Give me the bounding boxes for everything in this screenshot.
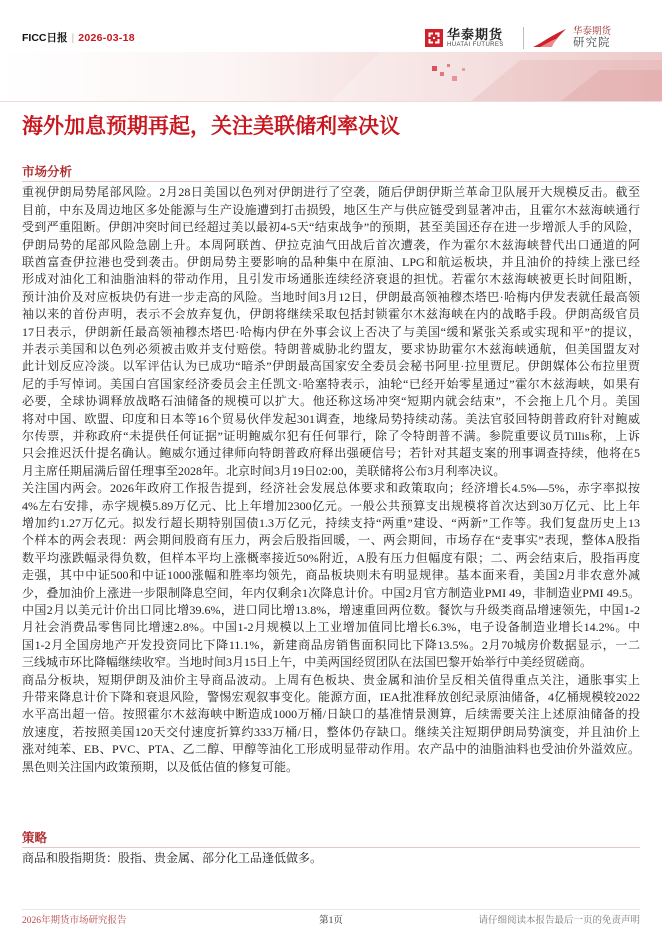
analysis-paragraph	[22, 184, 640, 480]
text-line: 重视伊朗局势尾部风险。2月28日美国以色列对伊朗进行了空袭，随后伊朗伊斯兰革命卫队展开大规模反击。截至	[22, 185, 640, 200]
text-line: 升带来降息计价下降和衰退风险，警惕宏观叙事变化。能源方面，IEA批准释放创纪录原油储备，4亿桶规模较2022	[22, 690, 640, 705]
text-line: 受到严重阻断。伊朗冲突时间已经超过美以最初4-5天“结束战争”的预期，甚至美国还存在进一步增派人手的风险，	[22, 220, 640, 235]
report-title: 海外加息预期再起，关注美联储利率决议	[22, 115, 400, 138]
footer-divider	[22, 909, 640, 910]
strategy-body	[22, 850, 640, 867]
text-line: 月主席任期届满后留任理事至2028年。北京时间3月19日02:00，美联储将公布3月利率决议。	[22, 463, 506, 478]
text-line: 放速度，若按照美国120天交付速度折算约333万桶/日，整体仍存缺口。继续关注短期伊朗局势演变，并且油价上	[22, 724, 640, 739]
text-line: 尔传票，并称政府“未提供任何证据”证明鲍威尔犯有任何罪行，除了令特朗普不满。参院重要议员Tillis称，上诉	[22, 428, 640, 443]
institute-name-line1: 华泰期货	[573, 26, 612, 37]
text-line: 并表示美国和以色列必须被击败并支付赔偿。特朗普威胁北约盟友，要求协助霍尔木兹海峡通航，但美国盟友对	[22, 341, 640, 356]
section-heading-strategy: 策略	[22, 831, 640, 848]
text-line: 中国2月以美元计价出口同比增39.6%，进口同比增13.8%，增速重回两位数。餐饮与升级类商品增速领先，中国1-2	[22, 603, 640, 618]
huatai-logo-icon	[425, 29, 443, 47]
text-line: 4%左右安排，赤字规模5.89万亿元、比上年增加2300亿元。一般公共预算支出规模将首次达到30万亿元、比上年	[22, 498, 640, 513]
analysis-paragraph	[22, 480, 640, 671]
text-line: 联酋富查伊拉港也受到袭击。伊朗局势主要影响的品种集中在原油、LPG和航运板块，并且油价的持续上涨已经	[22, 254, 640, 269]
text-line: 黑色则关注国内政策预期，以及低估值的修复可能。	[22, 759, 299, 774]
text-line: 商品和股指期货：股指、贵金属、部分化工品逢低做多。	[22, 851, 323, 865]
footer-report-name: 2026年期货市场研究报告	[22, 916, 127, 926]
text-line: 国1-2月全国房地产开发投资同比下降11.1%，新建商品房销售面积同比下降13.5%。2月70城房价数据显示，一二	[22, 637, 640, 652]
report-meta	[22, 31, 135, 45]
institute-name-line2: 研究院	[573, 37, 611, 49]
text-line: 走强，其中中证500和中证1000涨幅和胜率均领先，商品板块则未有明显规律。基本面来看，美国2月非农意外减	[22, 568, 640, 583]
text-line: 将对中国、欧盟、印度和日本等16个贸易伙伴发起301调查，地缘局势持续动荡。美法官驳回特朗普政府针对鲍威	[22, 411, 640, 426]
text-line: 水平高出超一倍。按照霍尔木兹海峡中断造成1000万桶/日缺口的基准情景测算，后续需要关注上述原油储备的投	[22, 707, 640, 722]
text-line: 个样本的两会表现：两会期间股商有压力，两会后股指回暖，一、两会期间，市场存在“麦事实”表现，整体A股指	[22, 533, 640, 548]
text-line: 少，叠加油价上涨进一步限制降息空间，年内仅剩余1次降息计价。中国2月官方制造业PMI 49，非制造业PMI 49.5。	[22, 585, 640, 600]
text-line: 必要，全球协调释放战略石油储备的规模可以扩大。他还称这场冲突“短期内就会结束”，不会拖上几个月。美国	[22, 394, 640, 409]
text-line: 三线城市环比降幅继续收窄。当地时间3月15日上午，中美两国经贸团队在法国巴黎开始举行中美经贸磋商。	[22, 655, 593, 670]
text-line: 月社会消费品零售同比增速2.8%。中国1-2月规模以上工业增加值同比增长6.3%，电子设备制造业增长14.2%。中	[22, 620, 640, 635]
text-line: 商品分板块，短期伊朗及油价主导商品波动。上周有色板块、贵金属和油价呈反相关值得重点关注，通胀事实上	[22, 672, 640, 687]
logo-divider	[523, 27, 524, 49]
footer-disclaimer: 请仔细阅读本报告最后一页的免责声明	[478, 916, 640, 926]
text-line: 形成对油化工和油脂油料的带动作用，且引发市场通胀连续经济衰退的担忧。若霍尔木兹海峡被更长时间阻断，	[22, 272, 640, 287]
text-line: 关注国内两会。2026年政府工作报告提到，经济社会发展总体要求和政策取向；经济增长4.5%—5%，赤字率拟按	[22, 481, 640, 496]
text-line: 增加约1.27万亿元。拟发行超长期特别国债1.3万亿元，持续支持“两重”建设、“两新”工作等。我们复盘历史上13	[22, 516, 640, 531]
text-line: 17日表示，伊朗新任最高领袖穆杰塔巴·哈梅内伊在外事会议上否决了与美国“缓和紧张关系或实现和平”的提议，	[22, 324, 640, 339]
section-heading-market-analysis: 市场分析	[22, 165, 640, 182]
report-date: 2026-03-18	[78, 32, 135, 44]
meta-separator: |	[71, 32, 75, 44]
header-banner	[0, 52, 662, 102]
huatai-futures-logo	[425, 27, 519, 49]
text-line: 此计划反应冷淡。以军评估认为已成功“暗杀”伊朗最高国家安全委员会秘书阿里·拉里贾尼。伊朗媒体公布拉里贾	[22, 359, 640, 374]
text-line: 袖以来的首份声明，表示不会放弃复仇，伊朗将继续采取包括封锁霍尔木兹海峡在内的战略手段。伊朗高级官员	[22, 307, 640, 322]
institute-logo-icon	[532, 27, 568, 49]
logo-name-en: HUATAI FUTURES	[447, 42, 504, 48]
page-number: 第1页	[319, 916, 343, 926]
research-institute-logo	[532, 26, 642, 50]
text-line: 数平均涨跌幅录得负数，但样本平均上涨概率接近50%附近，A股有压力但幅度有限；二、两会结束后，股指再度	[22, 550, 640, 565]
logo-name-cn: 华泰期货	[447, 27, 504, 42]
text-line: 预计油价及对应板块仍有进一步走高的风险。当地时间3月12日，伊朗最高领袖穆杰塔巴·哈梅内伊发表就任最高领	[22, 289, 640, 304]
report-type: FICC日报	[22, 32, 68, 44]
text-line: 目前，中东及周边地区多处能源与生产设施遭到打击损毁，地区生产与供应链受到显著冲击，且霍尔木兹海峡通行	[22, 202, 640, 217]
market-analysis-body	[22, 184, 640, 776]
text-line: 只会推迟沃什提名确认。鲍威尔通过律师向特朗普政府释出强硬信号；若针对其超支案的刑事调查持续，他将在5	[22, 446, 640, 461]
text-line: 涨对纯苯、EB、PVC、PTA、乙二醇、甲醇等油化工形成明显带动作用。农产品中的油脂油料也受油价外溢效应。	[22, 742, 640, 757]
text-line: 尼的手写悼词。美国白宫国家经济委员会主任凯文·哈塞特表示，油轮“已经开始零星通过”霍尔木兹海峡，如果有	[22, 376, 640, 391]
text-line: 伊朗局势的尾部风险急剧上升。本周阿联酋、伊拉克油气田战后首次遭袭，作为霍尔木兹海峡替代出口通道的阿	[22, 237, 640, 252]
analysis-paragraph	[22, 672, 640, 776]
